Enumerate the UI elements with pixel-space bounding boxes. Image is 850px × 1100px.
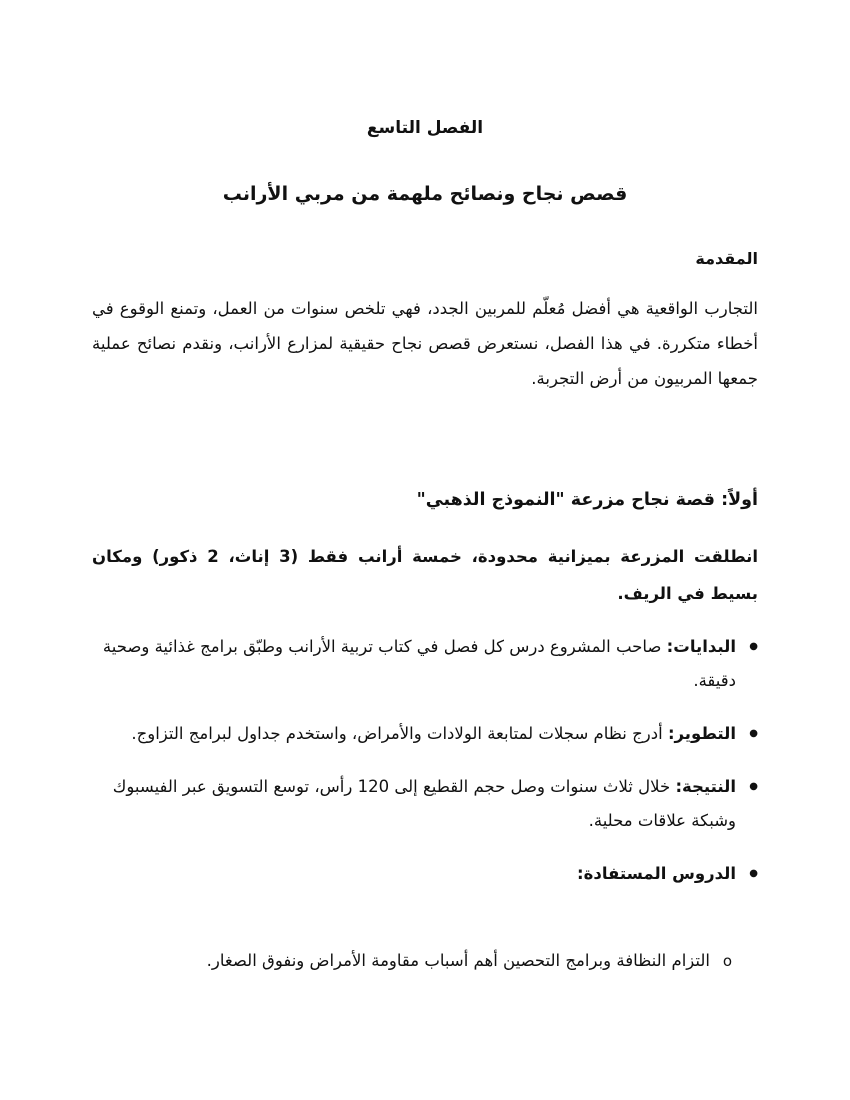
list-item-label: النتيجة:: [675, 777, 736, 796]
section-heading: أولاً: قصة نجاح مزرعة "النموذج الذهبي": [416, 490, 758, 510]
list-item: [92, 857, 758, 891]
list-item-text: خلال ثلاث سنوات وصل حجم القطيع إلى 120 رأس، توسع التسويق عبر الفيسبوك وشبكة علاقات محلية.: [112, 777, 736, 830]
chapter-title: الفصل التاسع: [366, 118, 484, 138]
sub-list-item: o التزام النظافة وبرامج التحصين أهم أسباب مقاومة الأمراض ونفوق الصغار.: [70, 944, 732, 978]
list-item-label: التطوير:: [667, 724, 736, 743]
list-item-text: أدرج نظام سجلات لمتابعة الولادات والأمراض، واستخدم جداول لبرامج التزاوج.: [131, 724, 668, 743]
section-subheading: انطلقت المزرعة بميزانية محدودة، خمسة أرانب فقط (3 إناث، 2 ذكور) ومكان بسيط في الريف.: [92, 547, 758, 603]
list-item: [92, 717, 758, 751]
list-item-label: الدروس المستفادة:: [577, 864, 736, 883]
list-item-label: البدايات:: [666, 637, 736, 656]
intro-heading: المقدمة: [695, 249, 758, 268]
bullet-list: [92, 630, 758, 910]
list-item: [92, 630, 758, 698]
list-item: [92, 770, 758, 838]
intro-paragraph: التجارب الواقعية هي أفضل مُعلّم للمربين الجدد، فهي تلخص سنوات من العمل، وتمنع الوقوع في أخطاء متكررة. في هذا الفصل، نستعرض قصص نجاح حقيقية لمزارع الأرانب، ونقدم نصائح عملية جمعها المربيون من أرض التجربة.: [92, 299, 758, 388]
main-title: قصص نجاح ونصائح ملهمة من مربي الأرانب: [222, 183, 628, 205]
list-item-text: صاحب المشروع درس كل فصل في كتاب تربية الأرانب وطبّق برامج غذائية وصحية دقيقة.: [102, 637, 736, 690]
